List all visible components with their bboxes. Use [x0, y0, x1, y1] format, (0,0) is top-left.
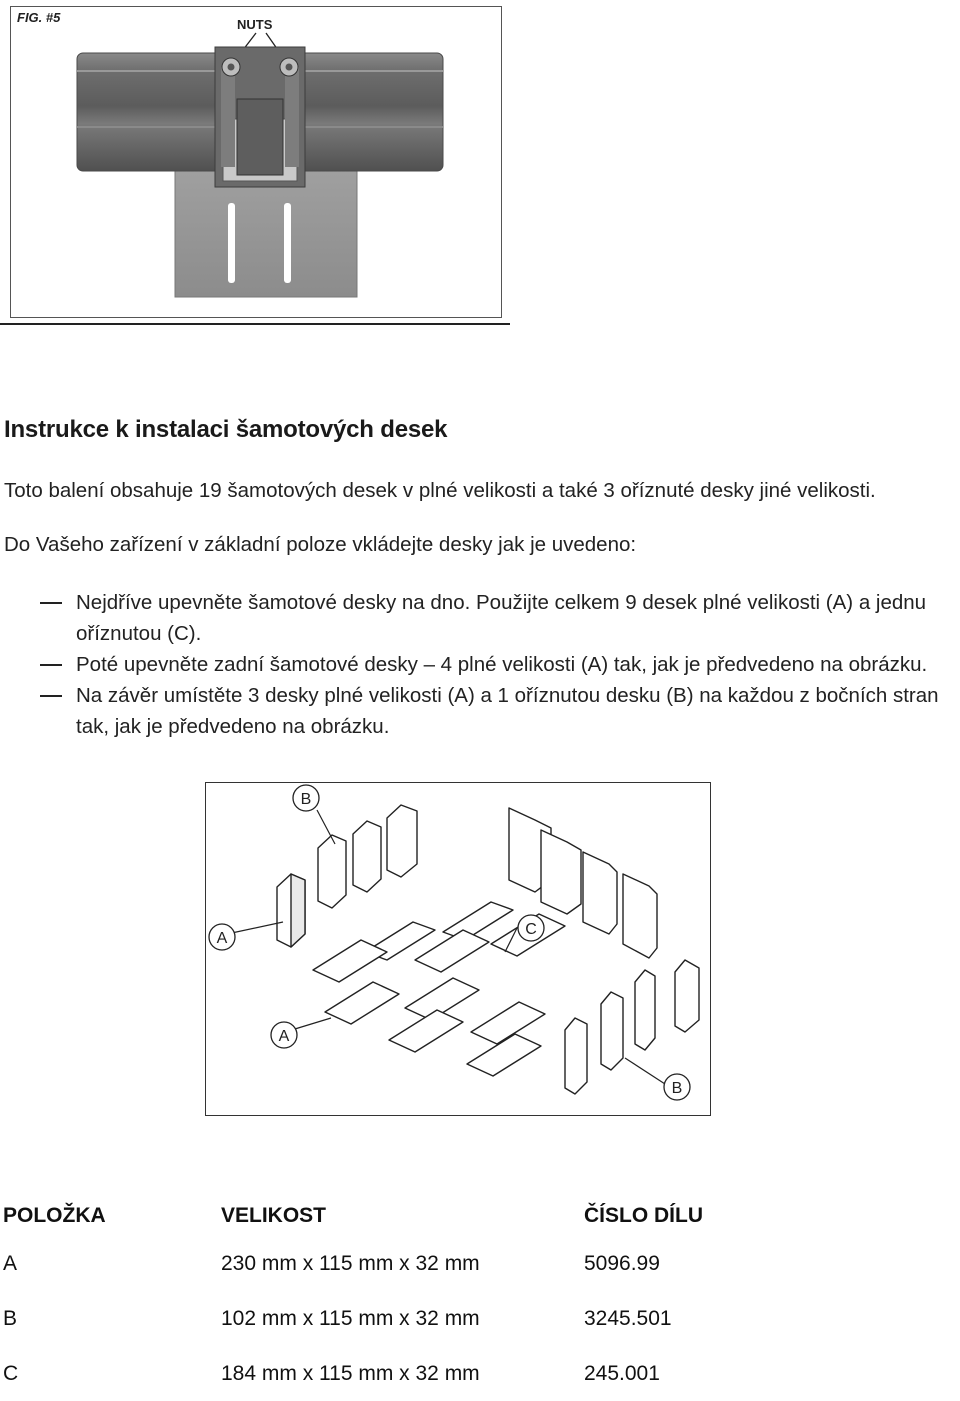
header-size: VELIKOST [221, 1204, 327, 1227]
cell-part-number: 5096.99 [584, 1251, 660, 1275]
parts-table [0, 1196, 960, 1401]
step-text: Poté upevněte zadní šamotové desky – 4 plné velikosti (A) tak, jak je předvedeno na obrázku. [76, 653, 928, 676]
cell-item: C [3, 1361, 19, 1385]
label-b-top: B [300, 791, 312, 808]
figure-5 [10, 6, 502, 318]
cell-size: 102 mm x 115 mm x 32 mm [221, 1306, 480, 1330]
header-part-number: ČÍSLO DÍLU [584, 1204, 703, 1227]
list-item [40, 649, 955, 680]
label-a-left: A [216, 930, 228, 947]
figure-5-illustration [11, 7, 501, 317]
cell-size: 184 mm x 115 mm x 32 mm [221, 1361, 480, 1385]
label-b-right: B [671, 1080, 683, 1097]
cell-item: B [3, 1306, 18, 1330]
table-row [0, 1291, 960, 1346]
nuts-callout: NUTS [237, 17, 273, 32]
instructions-title: Instrukce k instalaci šamotových desek [4, 416, 448, 443]
dash-bullet [40, 664, 62, 666]
cell-part-number: 245.001 [584, 1361, 660, 1385]
steps-list [40, 587, 955, 742]
header-item: POLOŽKA [3, 1204, 106, 1227]
table-header-row [0, 1196, 960, 1236]
cell-size: 230 mm x 115 mm x 32 mm [221, 1251, 480, 1275]
placement-paragraph: Do Vašeho zařízení v základní poloze vkládejte desky jak je uvedeno: [4, 533, 637, 556]
list-item [40, 680, 955, 742]
dash-bullet [40, 695, 62, 697]
brick-layout-diagram [205, 782, 711, 1116]
list-item [40, 587, 955, 649]
figure-divider [0, 323, 510, 325]
table-row [0, 1346, 960, 1401]
figure-label: FIG. #5 [17, 10, 61, 25]
intro-paragraph: Toto balení obsahuje 19 šamotových desek v plné velikosti a také 3 oříznuté desky jiné velikosti. [4, 479, 876, 502]
cell-part-number: 3245.501 [584, 1306, 672, 1330]
brick-layout-svg [205, 782, 711, 1116]
step-text: Na závěr umístěte 3 desky plné velikosti (A) a 1 oříznutou desku (B) na každou z bočních stran tak, jak je předvedeno na obrázku. [76, 684, 939, 738]
label-c-floor: C [525, 921, 537, 938]
step-text: Nejdříve upevněte šamotové desky na dno. Použijte celkem 9 desek plné velikosti (A) a jednu oříznutou (C). [76, 591, 927, 645]
cell-item: A [3, 1251, 18, 1275]
label-a-bottom: A [278, 1028, 290, 1045]
table-row [0, 1236, 960, 1291]
dash-bullet [40, 602, 62, 604]
